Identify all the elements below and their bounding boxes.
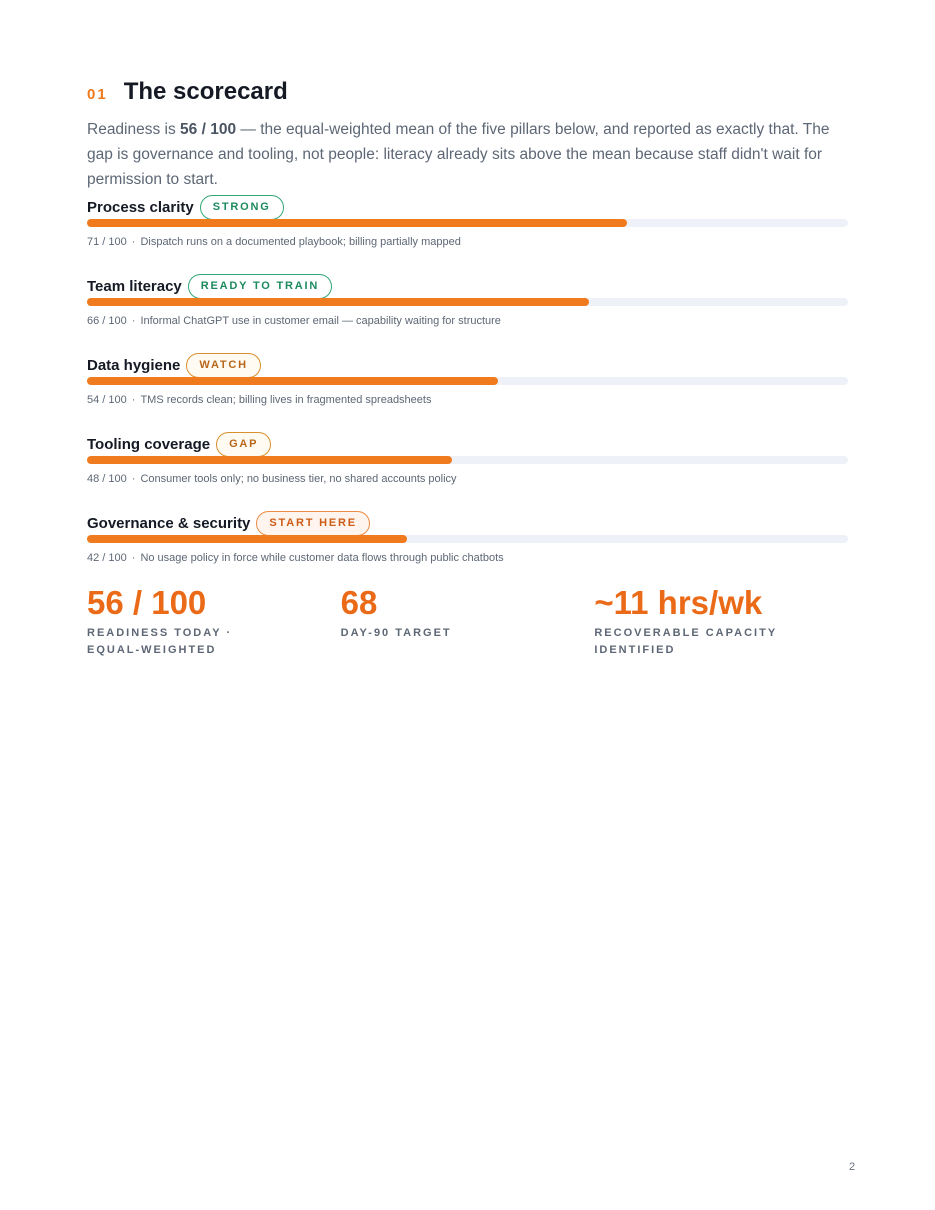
- score-bar-fill: [87, 535, 407, 543]
- pillar-note: [87, 236, 461, 248]
- intro-score: 56 / 100: [180, 121, 237, 138]
- status-badge: GAP: [216, 432, 271, 457]
- stat-target: [341, 583, 595, 659]
- stat-value: 68: [340, 584, 378, 621]
- score-bar-track: [87, 456, 848, 464]
- note-separator: ·: [131, 473, 136, 485]
- pillar-score: 42 / 100: [87, 552, 127, 564]
- status-badge: STRONG: [200, 195, 284, 220]
- pillar-description: Dispatch runs on a documented playbook; billing partially mapped: [140, 236, 461, 248]
- note-separator: ·: [131, 394, 136, 406]
- score-bar-fill: [87, 219, 627, 227]
- intro-paragraph: [87, 117, 848, 192]
- pillar-description: TMS records clean; billing lives in fragmented spreadsheets: [140, 394, 432, 406]
- pillar-name: Process clarity: [87, 198, 194, 216]
- score-bar-fill: [87, 377, 498, 385]
- pillar-governance-security: [87, 510, 848, 589]
- stat-value: ~11 hrs/wk: [594, 584, 763, 621]
- pillar-score: 66 / 100: [87, 315, 127, 327]
- pillar-score: 71 / 100: [87, 236, 127, 248]
- score-bar-track: [87, 298, 848, 306]
- intro-body: — the equal-weighted mean of the five pillars below, and reported as exactly that. The gap is governance and tooling, not people: literacy already sits above the mean because staff didn't wait for permission to start.: [87, 121, 830, 188]
- pillar-name: Tooling coverage: [87, 435, 211, 453]
- pillar-name: Team literacy: [87, 277, 182, 295]
- pillar-note: [87, 315, 501, 327]
- pillar-description: Consumer tools only; no business tier, no shared accounts policy: [140, 473, 457, 485]
- score-bar-fill: [87, 298, 589, 306]
- pillar-note: [87, 473, 457, 485]
- summary-stats: [87, 583, 848, 659]
- section-title: The scorecard: [123, 78, 288, 105]
- pillar-name: Data hygiene: [87, 356, 181, 374]
- stat-label: RECOVERABLE CAPACITY IDENTIFIED: [594, 627, 777, 656]
- pillar-description: Informal ChatGPT use in customer email — capability waiting for structure: [140, 315, 501, 327]
- note-separator: ·: [131, 236, 136, 248]
- pillar-note: [87, 394, 431, 406]
- intro-lead: Readiness is: [87, 121, 181, 138]
- pillar-list: [87, 194, 848, 589]
- pillar-note: [87, 552, 504, 564]
- score-bar-track: [87, 377, 848, 385]
- stat-label: READINESS TODAY · EQUAL-WEIGHTED: [87, 627, 233, 656]
- pillar-team-literacy: [87, 273, 848, 352]
- score-bar-fill: [87, 456, 452, 464]
- pillar-data-hygiene: [87, 352, 848, 431]
- stat-label: DAY-90 TARGET: [340, 627, 452, 639]
- stat-value: 56 / 100: [87, 584, 207, 621]
- pillar-description: No usage policy in force while customer data flows through public chatbots: [140, 552, 504, 564]
- pillar-name: Governance & security: [87, 514, 251, 532]
- note-separator: ·: [131, 552, 136, 564]
- score-bar-track: [87, 535, 848, 543]
- stat-readiness: [87, 583, 341, 659]
- status-badge: READY TO TRAIN: [188, 274, 332, 299]
- pillar-score: 48 / 100: [87, 473, 127, 485]
- note-separator: ·: [131, 315, 136, 327]
- section-header: [87, 78, 848, 108]
- status-badge: WATCH: [186, 353, 261, 378]
- status-badge: START HERE: [256, 511, 369, 536]
- pillar-score: 54 / 100: [87, 394, 127, 406]
- stat-capacity: [594, 583, 848, 659]
- section-number: 01: [87, 86, 108, 103]
- scorecard-page: [87, 78, 848, 659]
- page-number: 2: [849, 1161, 856, 1173]
- pillar-process-clarity: [87, 194, 848, 273]
- score-bar-track: [87, 219, 848, 227]
- pillar-tooling-coverage: [87, 431, 848, 510]
